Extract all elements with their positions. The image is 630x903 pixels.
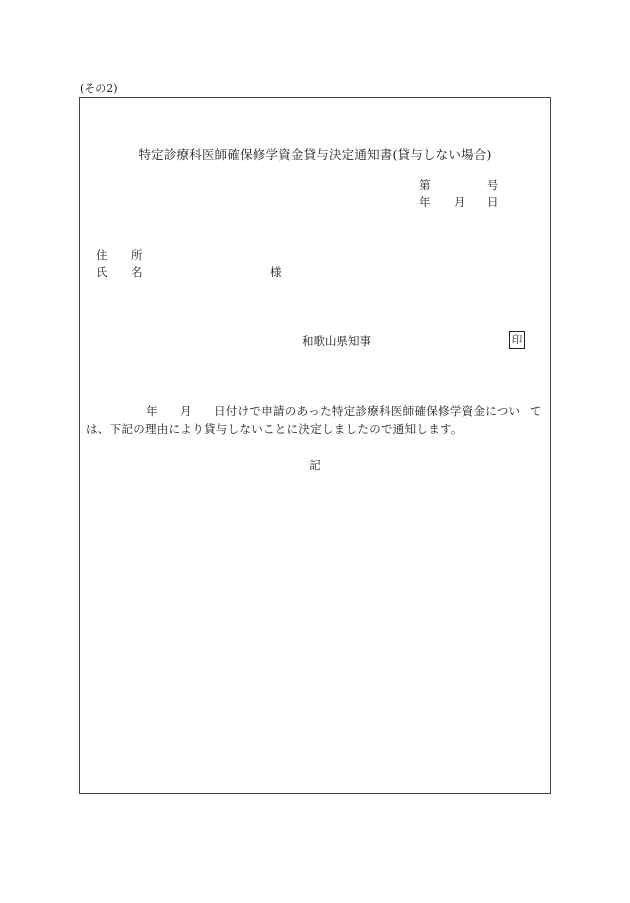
body-line1-end: て xyxy=(530,404,542,418)
ki-marker: 記 xyxy=(309,458,321,472)
number-prefix: 第 xyxy=(419,178,431,192)
body-line2: は、下記の理由により貸与しないことに決定しましたので通知します。 xyxy=(86,422,463,436)
honorific: 様 xyxy=(270,265,282,279)
date-day: 日 xyxy=(487,195,499,209)
issuer: 和歌山県知事 xyxy=(302,334,371,348)
body-year: 年 xyxy=(146,404,158,418)
name-label-1: 氏 xyxy=(96,265,108,279)
number-suffix: 号 xyxy=(487,178,499,192)
body-month: 月 xyxy=(180,404,192,418)
date-month: 月 xyxy=(454,195,466,209)
body-line1: 日付けで申請のあった特定診療科医師確保修学資金につい xyxy=(214,404,521,418)
name-label-2: 名 xyxy=(131,265,143,279)
form-number: (その2) xyxy=(80,82,118,95)
address-label-1: 住 xyxy=(96,248,108,262)
document-frame xyxy=(79,97,551,794)
document-title: 特定診療科医師確保修学資金貸与決定通知書(貸与しない場合) xyxy=(138,147,492,162)
date-year: 年 xyxy=(419,195,431,209)
seal-stamp: 印 xyxy=(509,331,525,349)
address-label-2: 所 xyxy=(131,248,143,262)
